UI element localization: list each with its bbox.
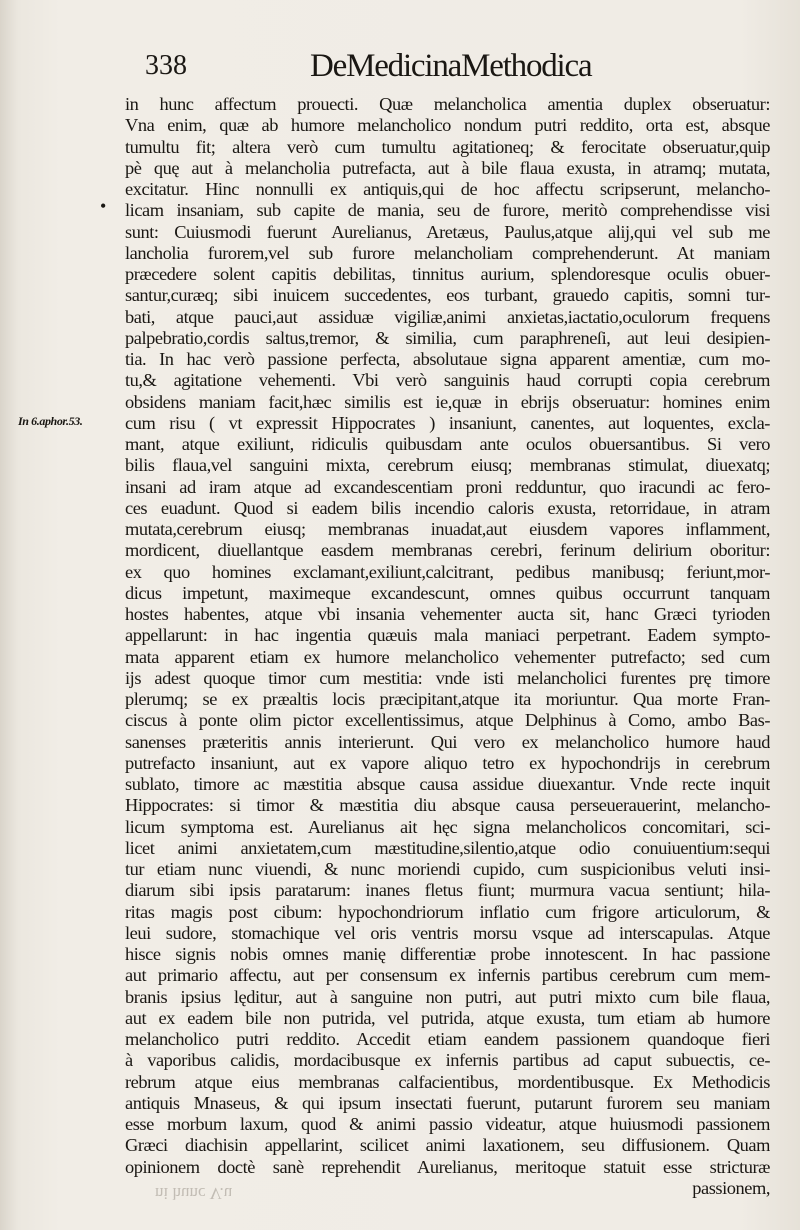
text-line: Hippocrates: si timor & mæstitia diu absque causa perseuerauerint, melancho- (125, 795, 770, 816)
text-line: appellarunt: in hac ingentia quæuis mala maniaci perpetrant. Eadem sympto- (125, 625, 770, 646)
text-line: ritas magis post cibum: hypochondriorum inflatio cum frigore articulorum, & (125, 901, 770, 922)
text-line: lancholia furorem,vel sub furore melancholiam comprehenderunt. At maniam (125, 242, 770, 263)
body-text (125, 94, 770, 1199)
text-line: Vna enim, quæ ab humore melancholico nondum putri reddito, orta est, absque (125, 115, 770, 136)
text-line: sanenses præteritis annis interierunt. Qui vero ex melancholico humore haud (125, 731, 770, 752)
text-line: licum symptoma est. Aurelianus ait hęc signa melancholicos concomitari, sci- (125, 816, 770, 837)
text-line: mordicent, diuellantque easdem membranas cerebri, ferinum delirium oboritur: (125, 540, 770, 561)
text-line: passionem, (692, 1177, 770, 1198)
text-line: obsidens maniam facit,hæc similis est ie,quæ in ebrijs obseruatur: homines enim (125, 391, 770, 412)
text-line: diarum sibi ipsis paratarum: inanes fletus fiunt; murmura vacua sentiunt; hila- (125, 880, 770, 901)
text-line: antiquis Mnaseus, & qui ipsum insectati fuerunt, putarunt furorem seu maniam (125, 1092, 770, 1113)
text-line: melancholico putri reddito. Accedit etiam eandem passionem quandoque fieri (125, 1029, 770, 1049)
margin-note: In 6.aphor.53. (18, 414, 83, 428)
text-line: tu,& agitatione vehementi. Vbi verò sanguinis haud corrupti copia cerebrum (125, 370, 770, 391)
text-line: licet animi anxietatem,cum mæstitudine,silentio,atque odio conuiuentium:sequi (125, 837, 770, 858)
show-through-text: ni hunc V.u (155, 1184, 233, 1203)
text-line: bati, atque pauci,aut assiduæ vigiliæ,animi anxietas,iactatio,oculorum frequens (125, 306, 770, 327)
text-line: rebrum atque eius membranas calfacientibus, mordentibusque. Ex Methodicis (125, 1071, 770, 1092)
text-line: tumultu fit; altera verò cum tumultu agitationeq; & ferocitate obseruatur,quip (125, 136, 770, 157)
text-line: excitatur. Hinc nonnulli ex antiquis,qui de hoc affectu scripserunt, melancho- (125, 179, 770, 199)
text-line: Græci diachisin appellarint, scilicet animi laxationem, seu diffusionem. Quam (125, 1135, 770, 1156)
text-line: mutata,cerebrum eiusq; membranas inuadat,aut eiusdem vapores inflamment, (125, 519, 770, 539)
text-line: mata apparent etiam ex humore melancholico vehementer putrefacto; sed cum (125, 646, 770, 667)
text-line: sublato, timore ac mæstitia absque causa assidue diuexantur. Vnde recte inquit (125, 774, 770, 794)
text-line: putrefacto insaniunt, aut ex vapore aliquo tetro ex hypochondrijs in cerebrum (125, 752, 770, 773)
text-line: hisce signis nobis omnes manię differentiæ probe innotescent. In hac passione (125, 944, 770, 964)
text-line: insani ad iram atque ad excandescentiam proni redduntur, quo iracundi ac fero- (125, 476, 770, 497)
text-line: branis ipsius lęditur, aut à sanguine non putri, aut putri mixto cum bile flaua, (125, 986, 770, 1007)
text-line: plerumq; se ex præaltis locis præcipitant,atque ita moriuntur. Qua morte Fran- (125, 689, 770, 709)
margin-mark: • (100, 196, 107, 216)
text-line: santur,curæq; sibi inuicem succedentes, eos turbant, grauedo capitis, somni tur- (125, 285, 770, 306)
text-line: opinionem doctè sanè reprehendit Aurelianus, meritoque statuit esse stricturæ (125, 1156, 770, 1177)
text-line: mant, atque exiliunt, ridiculis quibusdam ante oculos obuersantibus. Si vero (125, 434, 770, 454)
text-line: leui sudore, stomachique vel oris ventris morsu vsque ad interscapulas. Atque (125, 922, 770, 943)
text-line: in hunc affectum prouecti. Quæ melancholica amentia duplex obseruatur: (125, 94, 770, 114)
text-line: palpebratio,cordis saltus,tremor, & similia, cum paraphreneſi, aut leui desipien- (125, 327, 770, 348)
text-line: ces euadunt. Quod si eadem bilis incendio caloris exusta, retorridaue, in atram (125, 497, 770, 518)
page-header (145, 50, 645, 90)
text-line: sunt: Cuiusmodi fuerunt Aurelianus, Aretæus, Paulus,atque alij,qui vel sub me (125, 221, 770, 242)
text-line: à vaporibus calidis, mordacibusque ex infernis partibus ad caput subuectis, ce- (125, 1050, 770, 1071)
text-line: ex quo homines exclamant,exiliunt,calcitrant, pedibus manibusq; feriunt,mor- (125, 561, 770, 582)
text-line: aut primario affectu, aut per consensum ex infernis partibus cerebrum cum mem- (125, 965, 770, 986)
text-line: ijs adest quoque timor cum mestitia: vnde isti melancholici furentes prę timore (125, 667, 770, 688)
running-title: DeMedicinaMethodica (310, 48, 592, 84)
text-line: ciscus à ponte olim pictor excellentissimus, atque Delphinus à Como, ambo Bas- (125, 710, 770, 731)
text-line: esse morbum laxum, quod & animi passio videatur, atque huiusmodi passionem (125, 1114, 770, 1134)
page-number: 338 (145, 50, 187, 81)
text-line: tia. In hac verò passione perfecta, absolutaue signa apparent amentiæ, cum mo- (125, 349, 770, 369)
text-line: bilis flaua,vel sanguini mixta, cerebrum eiusq; membranas stimulat, diuexatq; (125, 455, 770, 476)
text-line: aut ex eadem bile non putrida, vel putrida, atque exusta, tum etiam ab humore (125, 1007, 770, 1028)
text-line: pè quę aut à melancholia putrefacta, aut à bile flaua exusta, in atramq; mutata, (125, 157, 770, 178)
text-line: licam insaniam, sub capite de mania, seu de furore, meritò comprehendisse visi (125, 200, 770, 221)
text-line: tur etiam nunc viuendi, & nunc moriendi cupido, cum suspicionibus veluti insi- (125, 859, 770, 879)
text-line: dicus impetunt, maximeque excandescunt, omnes quibus occurrunt tanquam (125, 582, 770, 603)
text-line: hostes habentes, atque vbi insania vehementer aucta sit, hanc Græci tyrioden (125, 604, 770, 624)
text-line: præcedere solent capitis debilitas, tinnitus aurium, splendoresque oculis obuer- (125, 264, 770, 284)
text-line: cum risu ( vt expressit Hippocrates ) insaniunt, canentes, aut loquentes, excla- (125, 412, 770, 433)
